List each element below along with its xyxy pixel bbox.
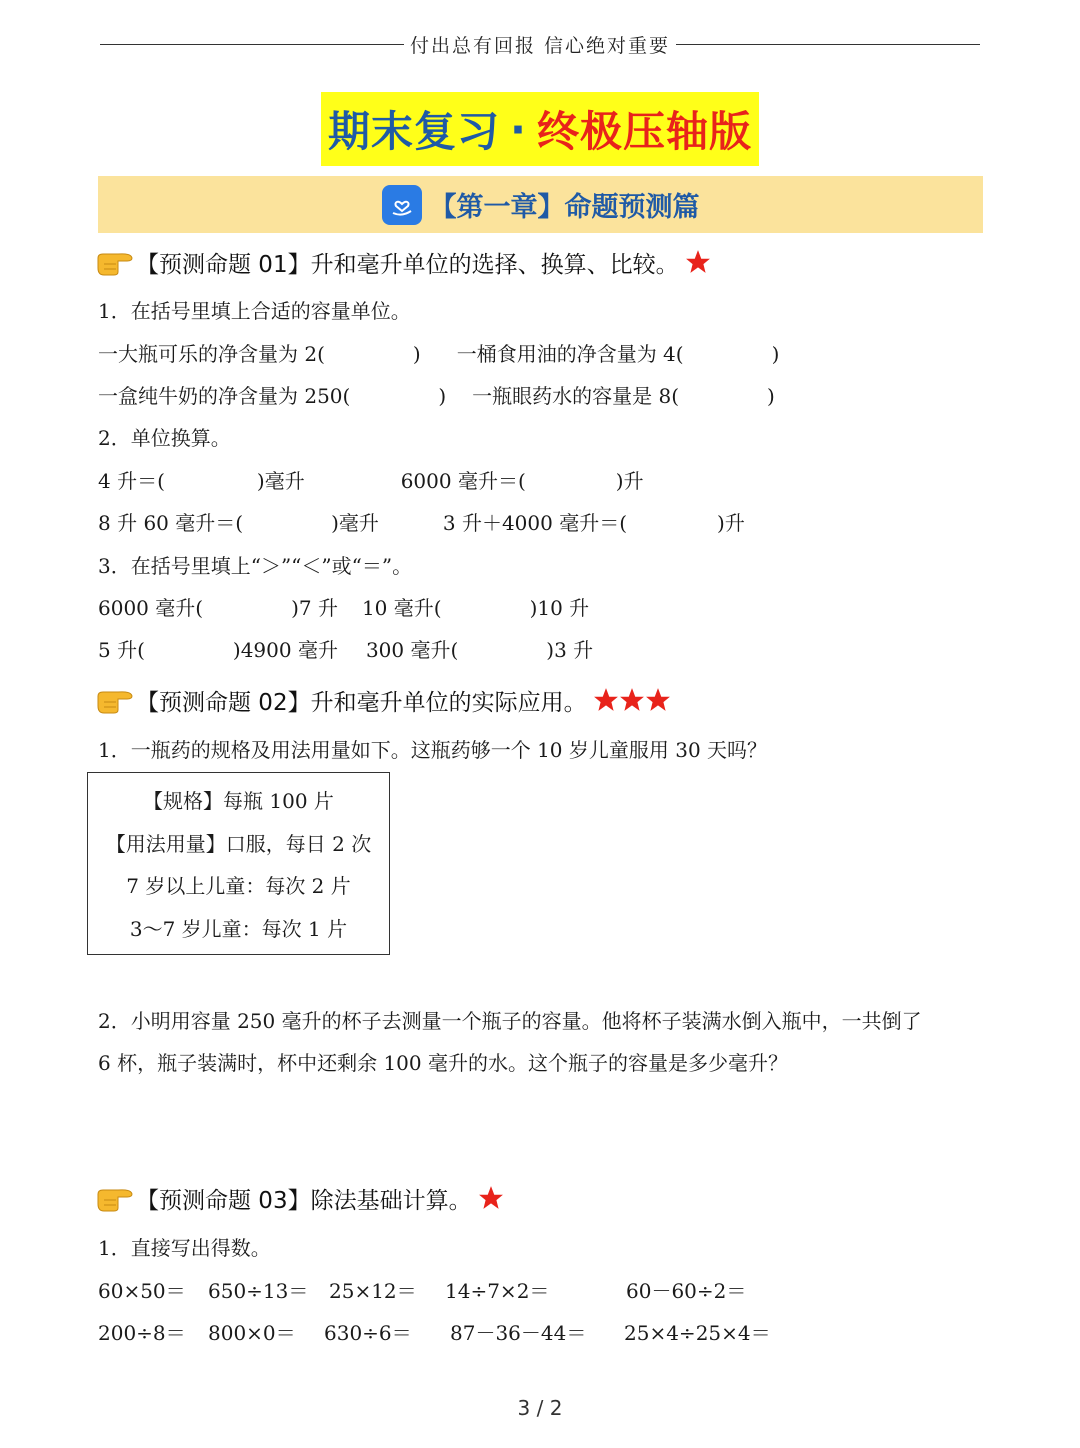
fill-text: ) <box>771 342 780 366</box>
calc-item: 630÷6＝ <box>324 1321 412 1345</box>
fill-text: 8 升 60 毫升＝( <box>98 511 244 535</box>
section-heading-text: 【预测命题 03】除法基础计算。 <box>136 1187 472 1214</box>
calc-item: 650÷13＝ <box>208 1279 309 1303</box>
section-heading-text: 【预测命题 02】升和毫升单位的实际应用。 <box>136 689 587 716</box>
calc-item: 60×50＝ <box>98 1279 186 1303</box>
fill-text: )3 升 <box>546 638 594 662</box>
fill-text: 300 毫升( <box>365 638 459 662</box>
title-dot: · <box>510 104 527 154</box>
calc-item: 25×12＝ <box>329 1279 417 1303</box>
fill-row <box>98 340 779 368</box>
calc-item: 60－60÷2＝ <box>626 1279 747 1303</box>
header-motto <box>100 30 980 58</box>
medicine-info-line: 【用法用量】口服，每日 2 次 <box>105 832 372 856</box>
fill-text: )毫升 <box>256 469 305 493</box>
fill-text: 10 毫升( <box>361 596 442 620</box>
question-stem: 3．在括号里填上“＞”“＜”或“＝”。 <box>98 554 413 578</box>
fill-text: )4900 毫升 <box>232 638 338 662</box>
fill-text: 6000 毫升＝( <box>400 469 526 493</box>
fill-row <box>98 467 644 495</box>
fill-text: 一大瓶可乐的净含量为 2( <box>98 342 325 366</box>
calc-item: 14÷7×2＝ <box>445 1279 550 1303</box>
fill-text: 一瓶眼药水的容量是 8( <box>472 384 680 408</box>
calc-item: 200÷8＝ <box>98 1321 186 1345</box>
medicine-info-line: 【规格】每瓶 100 片 <box>143 789 334 813</box>
calc-item: 25×4÷25×4＝ <box>624 1321 771 1345</box>
fill-text: )升 <box>615 469 644 493</box>
medicine-info-line: 3～7 岁儿童：每次 1 片 <box>129 917 348 941</box>
pointing-hand-icon <box>96 686 134 714</box>
question-stem-cont: 6 杯，瓶子装满时，杯中还剩余 100 毫升的水。这个瓶子的容量是多少毫升？ <box>98 1051 788 1075</box>
question-stem: 1．直接写出得数。 <box>98 1236 271 1260</box>
medicine-info-box <box>87 772 390 955</box>
fill-row <box>98 382 775 410</box>
fill-text: ) <box>767 384 775 408</box>
chapter-title: 【第一章】命题预测篇 <box>429 192 700 223</box>
heart-hand-icon <box>382 185 422 225</box>
fill-text: 4 升＝( <box>98 469 165 493</box>
fill-text: ) <box>412 342 421 366</box>
star-rating-icon <box>685 249 711 275</box>
motto-text: 付出总有回报 信心绝对重要 <box>409 34 671 57</box>
fill-text: 6000 毫升( <box>98 596 204 620</box>
fill-row <box>98 636 593 664</box>
page-title <box>321 92 759 166</box>
fill-text: )毫升 <box>331 511 379 535</box>
fill-text: ) <box>438 384 447 408</box>
fill-text: )7 升 <box>291 596 338 620</box>
pointing-hand-icon <box>96 248 134 276</box>
fill-text: 5 升( <box>98 638 145 662</box>
fill-text: 一桶食用油的净含量为 4( <box>456 342 684 366</box>
star-rating-icon <box>593 687 671 713</box>
page-number: 3 / 2 <box>517 1396 563 1420</box>
motto-right-rule <box>676 44 980 45</box>
fill-row <box>98 594 589 622</box>
section-heading-text: 【预测命题 01】升和毫升单位的选择、换算、比较。 <box>136 251 679 278</box>
question-stem: 1．一瓶药的规格及用法用量如下。这瓶药够一个 10 岁儿童服用 30 天吗？ <box>98 738 768 762</box>
calc-item: 800×0＝ <box>208 1321 296 1345</box>
question-stem: 1．在括号里填上合适的容量单位。 <box>98 299 411 323</box>
title-part1: 期末复习 <box>328 107 501 156</box>
motto-left-rule <box>100 44 404 45</box>
fill-text: )升 <box>717 511 745 535</box>
section-heading-03 <box>96 1178 504 1218</box>
fill-text: 3 升＋4000 毫升＝( <box>442 511 628 535</box>
fill-text: )10 升 <box>529 596 590 620</box>
medicine-info-line: 7 岁以上儿童：每次 2 片 <box>126 874 351 898</box>
section-heading-01 <box>96 242 711 282</box>
chapter-bar <box>98 176 983 233</box>
pointing-hand-icon <box>96 1184 134 1212</box>
question-stem: 2．单位换算。 <box>98 426 231 450</box>
calc-item: 87－36－44＝ <box>450 1321 587 1345</box>
section-heading-02 <box>96 680 671 720</box>
star-rating-icon <box>478 1185 504 1211</box>
fill-row <box>98 509 745 537</box>
title-part2: 终极压轴版 <box>536 107 752 156</box>
question-stem: 2．小明用容量 250 毫升的杯子去测量一个瓶子的容量。他将杯子装满水倒入瓶中，一共倒了 <box>98 1009 922 1033</box>
fill-text: 一盒纯牛奶的净含量为 250( <box>98 384 351 408</box>
